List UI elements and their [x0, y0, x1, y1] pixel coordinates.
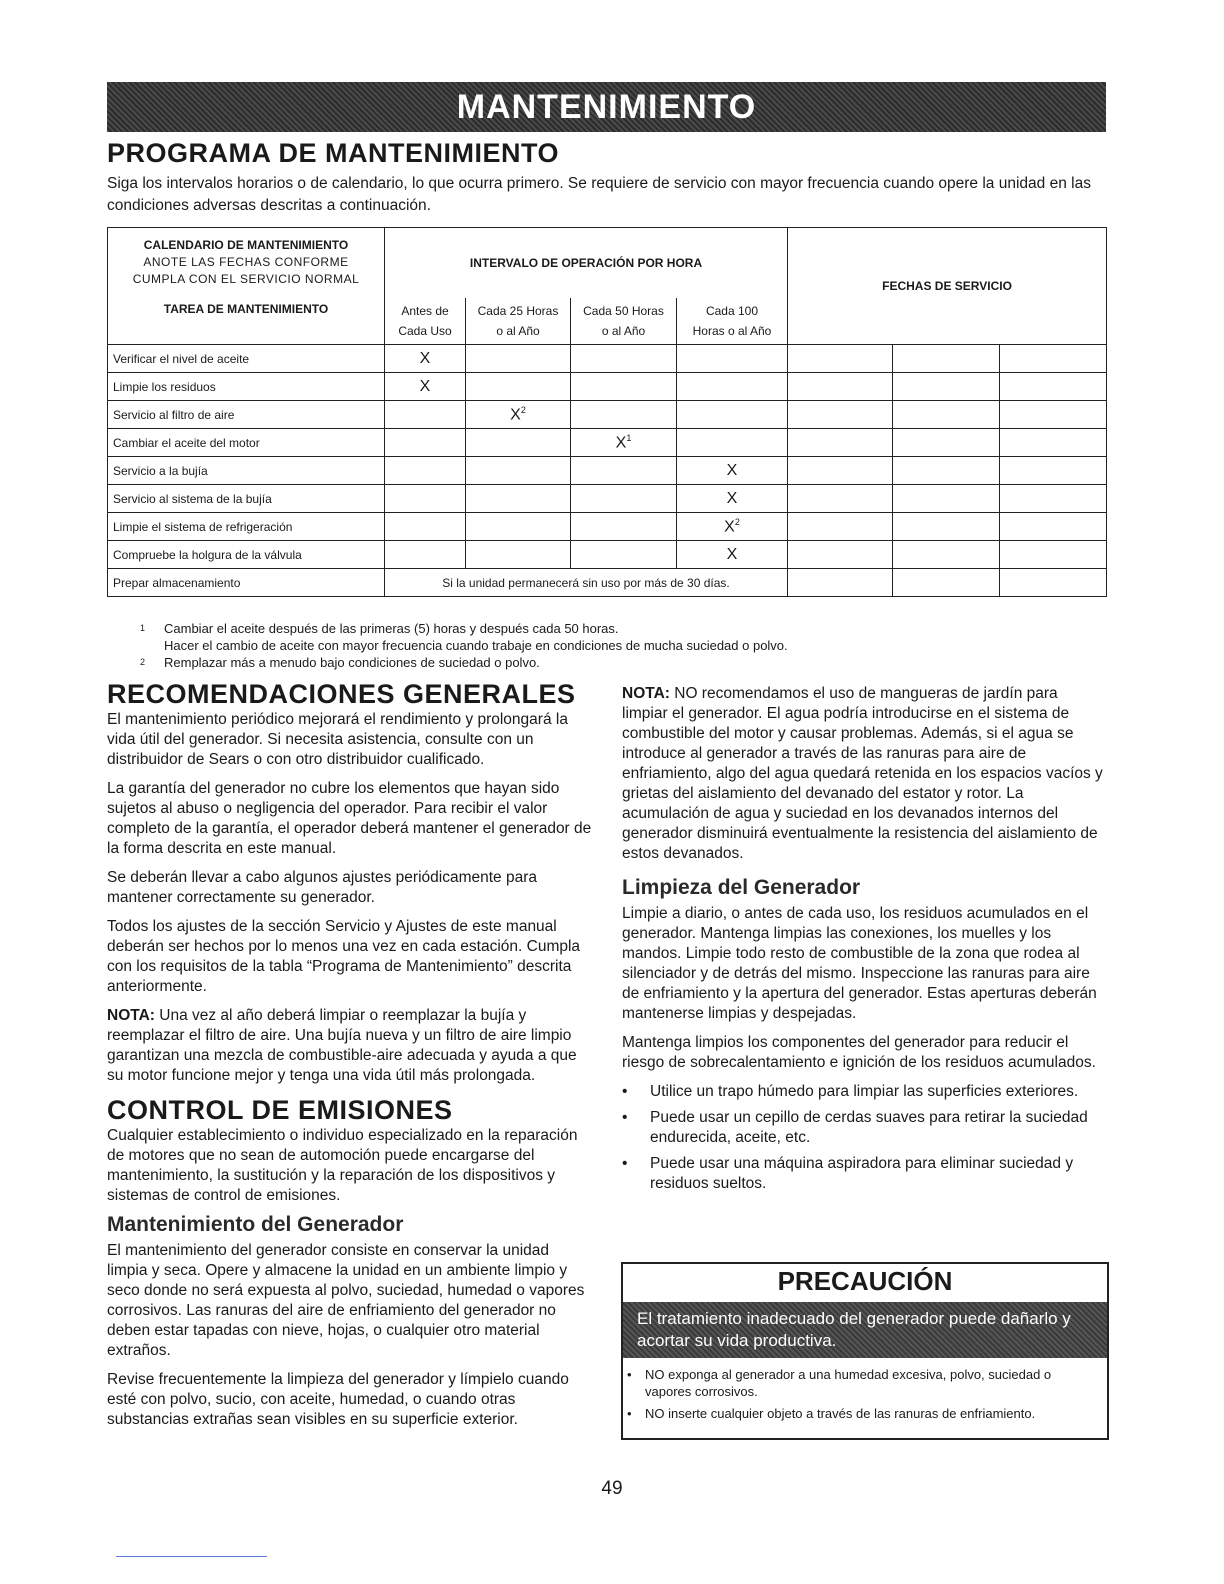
table-row [108, 401, 1107, 429]
interval-col-50h: Cada 50 Horas o al Año [571, 298, 677, 345]
cleaning-list [622, 1082, 1106, 1194]
service-dates-header: FECHAS DE SERVICIO [788, 228, 1107, 345]
interval-mark: $X^2$ [466, 401, 571, 429]
note-label: NOTA: [622, 685, 670, 702]
bullet-icon: • [622, 1109, 628, 1126]
task-name: Verificar el nivel de aceite [108, 345, 385, 373]
footnote-key: 2 [140, 657, 146, 667]
calendar-line2: CUMPLA CON EL SERVICIO NORMAL [132, 272, 360, 286]
interval-mark: X [677, 541, 788, 569]
list-item: • NO exponga al generador a una humedad excesiva, polvo, suciedad o vapores corrosivos. [627, 1367, 1052, 1399]
paragraph: Todos los ajustes de la sección Servicio y Ajustes de este manual deberán ser hechos por lo menos una vez en cada estación. Cumpla con los requisitos de la tabla “Programa de Mantenimiento” descrita anteriormente. [107, 918, 581, 995]
table-row [108, 513, 1107, 541]
paragraph: Se deberán llevar a cabo algunos ajustes periódicamente para mantener correctamente su generador. [107, 869, 537, 906]
caution-box [621, 1262, 1109, 1440]
page-number: 49 [601, 1478, 623, 1499]
paragraph: La garantía del generador no cubre los elementos que hayan sido sujetos al abuso o negligencia del operador. Para recibir el valor completo de la garantía, el operador deberá mantener el generador de la forma descrita en este manual. [107, 780, 592, 857]
calendar-title: CALENDARIO DE MANTENIMIENTO [143, 238, 349, 252]
interval-col-each-use: Antes de Cada Uso [385, 298, 466, 345]
note-paragraph: NOTA: Una vez al año deberá limpiar o reemplazar la bujía y reemplazar el filtro de aire. Una bujía nueva y un filtro de aire limpio garantizan una mezcla de combustible-aire adecuada y ayuda a que su motor funcione mejor y tenga una vida útil más prolongada. [107, 1007, 577, 1084]
storage-note: Si la unidad permanecerá sin uso por más de 30 días. [385, 569, 788, 597]
paragraph: Cualquier establecimiento o individuo especializado en la reparación de motores que no sean de automoción puede encargarse del mantenimiento, la sustitución y la reparación de los dispositivos y sistemas de control de emisiones. [107, 1127, 578, 1204]
bullet-icon: • [622, 1083, 628, 1100]
table-row [108, 569, 1107, 597]
list-item: • NO inserte cualquier objeto a través de las ranuras de enfriamiento. [627, 1406, 1036, 1421]
task-name: Cambiar el aceite del motor [108, 429, 385, 457]
footnote-text: Hacer el cambio de aceite con mayor frecuencia cuando trabaje en condiciones de mucha suciedad o polvo. [164, 638, 788, 653]
bullet-icon: • [622, 1155, 628, 1172]
footnote-key: 1 [140, 623, 146, 633]
interval-mark: X [677, 485, 788, 513]
section-banner [107, 82, 1106, 132]
bullet-icon: • [627, 1406, 632, 1421]
task-name: Servicio a la bujía [108, 457, 385, 485]
interval-mark: X [385, 345, 466, 373]
interval-header: INTERVALO DE OPERACIÓN POR HORA [385, 228, 788, 299]
banner-title: MANTENIMIENTO [456, 87, 757, 126]
interval-col-100h: Cada 100 Horas o al Año [677, 298, 788, 345]
task-name: Compruebe la holgura de la válvula [108, 541, 385, 569]
table-row [108, 541, 1107, 569]
footer-rule [116, 1556, 267, 1557]
list-item: • Utilice un trapo húmedo para limpiar las superficies exteriores. [622, 1083, 1079, 1100]
left-column [107, 679, 592, 1439]
footnote-text: Cambiar el aceite después de las primeras (5) horas y después cada 50 horas. [164, 621, 619, 636]
interval-mark: X [385, 373, 466, 401]
paragraph: Limpie a diario, o antes de cada uso, los residuos acumulados en el generador. Mantenga limpias las conexiones, los muelles y los mandos. Limpie todo resto de combustible de la zona que rodea al silenciador y de detrás del mismo. Inspeccione las ranuras para aire de enfriamiento y la apertura del generador. Estas aperturas deberán mantenerse limpias y despejadas. [622, 905, 1097, 1022]
caution-list [623, 1366, 1107, 1422]
task-name: Limpie el sistema de refrigeración [108, 513, 385, 541]
schedule-heading: PROGRAMA DE MANTENIMIENTO [107, 138, 560, 168]
table-row [108, 373, 1107, 401]
paragraph: Mantenga limpios los componentes del generador para reducir el riesgo de sobrecalentamiento e ignición de los residuos acumulados. [622, 1034, 1096, 1071]
generator-cleaning-heading: Limpieza del Generador [622, 876, 861, 899]
table-row [108, 457, 1107, 485]
note-label: NOTA: [107, 1007, 155, 1024]
interval-col-25h: Cada 25 Horas o al Año [466, 298, 571, 345]
maintenance-schedule-table [107, 227, 1107, 597]
list-item: • Puede usar un cepillo de cerdas suaves para retirar la suciedad endurecida, aceite, etc. [622, 1109, 1088, 1146]
list-item: • Puede usar una máquina aspiradora para eliminar suciedad y residuos sueltos. [622, 1155, 1074, 1192]
table-header-calendar [108, 228, 385, 345]
bullet-icon: • [627, 1367, 632, 1382]
caution-message: El tratamiento inadecuado del generador puede dañarlo y acortar su vida productiva. [623, 1302, 1107, 1358]
footnote-text: Remplazar más a menudo bajo condiciones de suciedad o polvo. [164, 655, 540, 670]
task-name: Prepar almacenamiento [108, 569, 385, 597]
schedule-intro: Siga los intervalos horarios o de calendario, lo que ocurra primero. Se requiere de servicio con mayor frecuencia cuando opere la unidad en las condiciones adversas descritas a continuación. [107, 175, 1091, 214]
table-row [108, 485, 1107, 513]
paragraph: El mantenimiento periódico mejorará el rendimiento y prolongará la vida útil del generador. Si necesita asistencia, consulte con un distribuidor de Sears o con otro distribuidor cualificado. [107, 711, 568, 768]
task-header: TAREA DE MANTENIMIENTO [163, 302, 329, 316]
caution-title: PRECAUCIÓN [777, 1266, 953, 1296]
generator-maintenance-heading: Mantenimiento del Generador [107, 1213, 404, 1236]
note-paragraph: NOTA: NO recomendamos el uso de mangueras de jardín para limpiar el generador. El agua podría introducirse en el sistema de combustible del motor y causar problemas. Además, si el agua se introduce al generador a través de las ranuras para aire de enfriamiento, algo del agua quedará retenida en los espacios vacíos y grietas del aislamiento del devanado del estator y rotor. La acumulación de agua y suciedad en los devanados internos del generador disminuirá eventualmente la resistencia del aislamiento de estos devanados. [622, 685, 1103, 862]
general-recommendations-heading: RECOMENDACIONES GENERALES [107, 679, 576, 709]
interval-mark: $X^2$ [677, 513, 788, 541]
task-name: Servicio al sistema de la bujía [108, 485, 385, 513]
calendar-line1: ANOTE LAS FECHAS CONFORME [143, 255, 349, 269]
paragraph: Revise frecuentemente la limpieza del generador y límpielo cuando esté con polvo, sucio, con aceite, humedad, o cuando otras substancias extrañas sean visibles en su superficie exterior. [107, 1371, 569, 1428]
task-name: Servicio al filtro de aire [108, 401, 385, 429]
table-row [108, 429, 1107, 457]
task-name: Limpie los residuos [108, 373, 385, 401]
right-column [622, 684, 1106, 1200]
paragraph: El mantenimiento del generador consiste en conservar la unidad limpia y seca. Opere y almacene la unidad en un ambiente limpio y seco donde no será expuesta al polvo, suciedad, humedad o vapores corrosivos. Las ranuras del aire de enfriamiento del generador no deben estar tapadas con nieve, hojas, o cualquier otro material extraños. [107, 1242, 585, 1359]
interval-mark: X [677, 457, 788, 485]
table-row [108, 345, 1107, 373]
interval-mark: $X^1$ [571, 429, 677, 457]
emissions-heading: CONTROL DE EMISIONES [107, 1095, 453, 1125]
footnotes [140, 620, 788, 671]
